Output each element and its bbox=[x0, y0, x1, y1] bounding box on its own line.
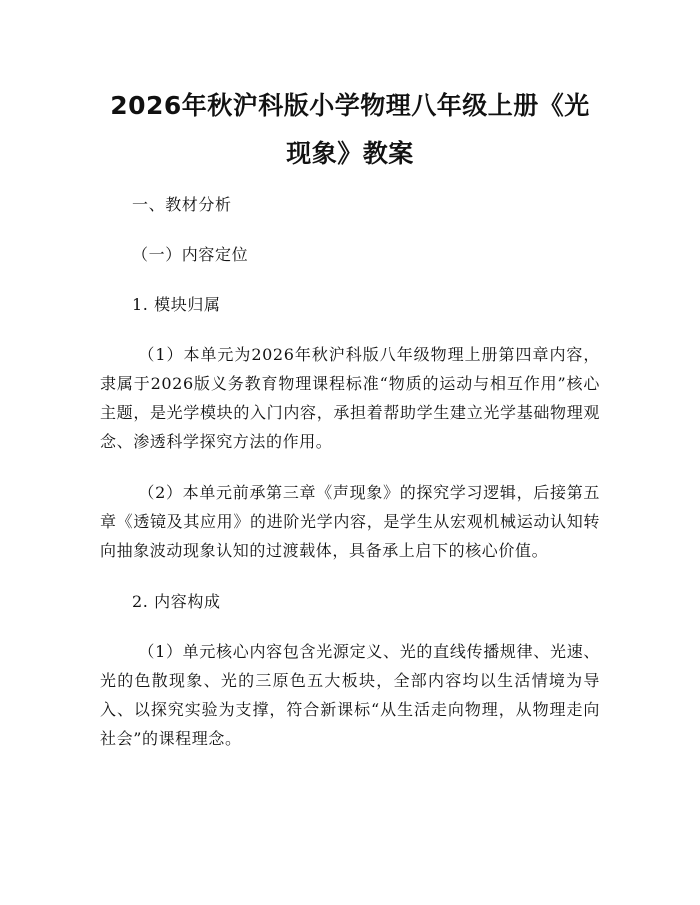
subsection-heading-1: 1. 模块归属 bbox=[132, 295, 221, 314]
paragraph-1: （1）本单元为2026年秋沪科版八年级物理上册第四章内容，隶属于2026版义务教育物理课程标准“物质的运动与相互作用”核心主题，是光学模块的入门内容，承担着帮助学生建立光学基础物理观念、渗透科学探究方法的作用。 bbox=[100, 345, 600, 451]
paragraph-2: （2）本单元前承第三章《声现象》的探究学习逻辑，后接第五章《透镜及其应用》的进阶光学内容，是学生从宏观机械运动认知转向抽象波动现象认知的过渡载体，具备承上启下的核心价值。 bbox=[100, 483, 600, 560]
subsection-heading-2: 2. 内容构成 bbox=[132, 592, 221, 611]
section-heading-1: 一、教材分析 bbox=[132, 195, 232, 214]
document-body bbox=[100, 190, 600, 775]
document-title: 2026年秋沪科版小学物理八年级上册《光现象》教案 bbox=[110, 91, 590, 168]
paragraph-3: （1）单元核心内容包含光源定义、光的直线传播规律、光速、光的色散现象、光的三原色五大板块，全部内容均以生活情境为导入、以探究实验为支撑，符合新课标“从生活走向物理，从物理走向社会”的课程理念。 bbox=[100, 642, 600, 748]
section-heading-2: （一）内容定位 bbox=[132, 245, 249, 264]
